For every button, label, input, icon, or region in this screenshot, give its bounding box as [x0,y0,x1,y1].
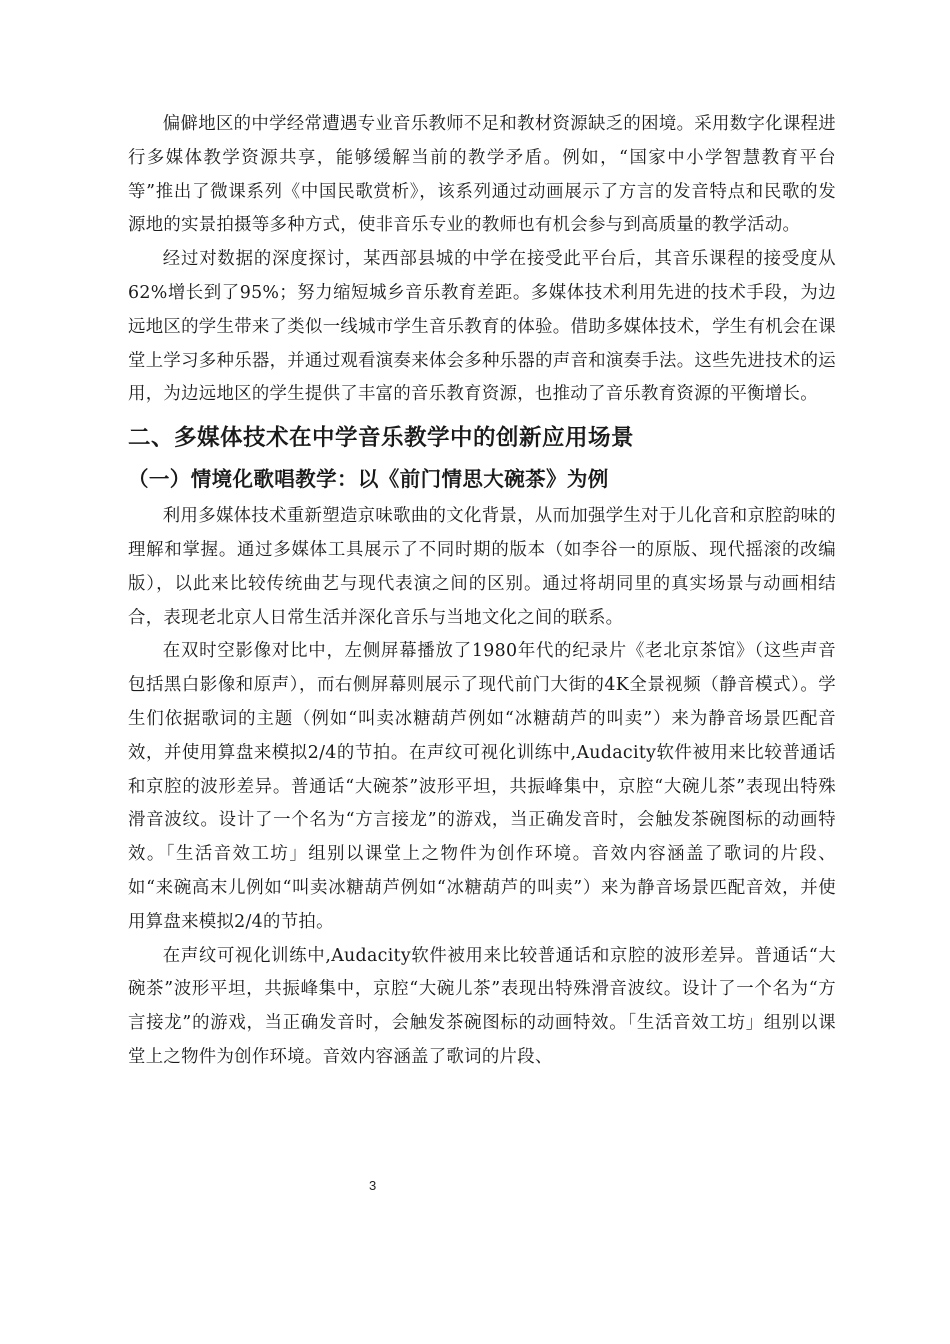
paragraph-resource-sharing: 偏僻地区的中学经常遭遇专业音乐教师不足和教材资源缺乏的困境。采用数字化课程进行多媒体教学资源共享，能够缓解当前的教学矛盾。例如，“国家中小学智慧教育平台等”推出了微课系列《中国民歌赏析》，该系列通过动画展示了方言的发音特点和民歌的发源地的实景拍摄等多种方式，使非音乐专业的教师也有机会参与到高质量的教学活动。 [128,114,836,236]
section-heading: 二、多媒体技术在中学音乐教学中的创新应用场景 [128,425,635,452]
paragraph-voiceprint-training: 在声纹可视化训练中,Audacity软件被用来比较普通话和京腔的波形差异。普通话“大碗茶”波形平坦，共振峰集中，京腔“大碗儿茶”表现出特殊滑音波纹。设计了一个名为“方言接龙”的游戏，当正确发音时，会触发茶碗图标的动画特效。「生活音效工坊」组别以课堂上之物件为创作环境。音效内容涵盖了歌词的片段、 [128,945,836,1067]
paragraph-cultural-background: 利用多媒体技术重新塑造京味歌曲的文化背景，从而加强学生对于儿化音和京腔韵味的理解和掌握。通过多媒体工具展示了不同时期的版本（如李谷一的原版、现代摇滚的改编版），以此来比较传统曲艺与现代表演之间的区别。通过将胡同里的真实场景与动画相结合，表现老北京人日常生活并深化音乐与当地文化之间的联系。 [128,506,836,628]
page-number: 3 [369,1178,377,1193]
paragraph-dual-time-video: 在双时空影像对比中，左侧屏幕播放了1980年代的纪录片《老北京茶馆》（这些声音包括黑白影像和原声），而右侧屏幕则展示了现代前门大街的4K全景视频（静音模式）。学生们依据歌词的主题（例如“叫卖冰糖葫芦例如“冰糖葫芦的叫卖”）来为静音场景匹配音效，并使用算盘来模拟2/4的节拍。在声纹可视化训练中,Audacity软件被用来比较普通话和京腔的波形差异。普通话“大碗茶”波形平坦，共振峰集中，京腔“大碗儿茶”表现出特殊滑音波纹。设计了一个名为“方言接龙”的游戏，当正确发音时，会触发茶碗图标的动画特效。「生活音效工坊」组别以课堂上之物件为创作环境。音效内容涵盖了歌词的片段、如“来碗高末儿例如“叫卖冰糖葫芦例如“冰糖葫芦的叫卖”）来为静音场景匹配音效，并使用算盘来模拟2/4的节拍。 [128,641,836,932]
page-content [128,108,836,1075]
subsection-heading: （一）情境化歌唱教学：以《前门情思大碗茶》为例 [128,467,609,492]
paragraph-data-analysis: 经过对数据的深度探讨，某西部县城的中学在接受此平台后，其音乐课程的接受度从62%增长到了95%；努力缩短城乡音乐教育差距。多媒体技术利用先进的技术手段，为边远地区的学生带来了类似一线城市学生音乐教育的体验。借助多媒体技术，学生有机会在课堂上学习多种乐器，并通过观看演奏来体会多种乐器的声音和演奏手法。这些先进技术的运用，为边远地区的学生提供了丰富的音乐教育资源，也推动了音乐教育资源的平衡增长。 [128,249,836,405]
